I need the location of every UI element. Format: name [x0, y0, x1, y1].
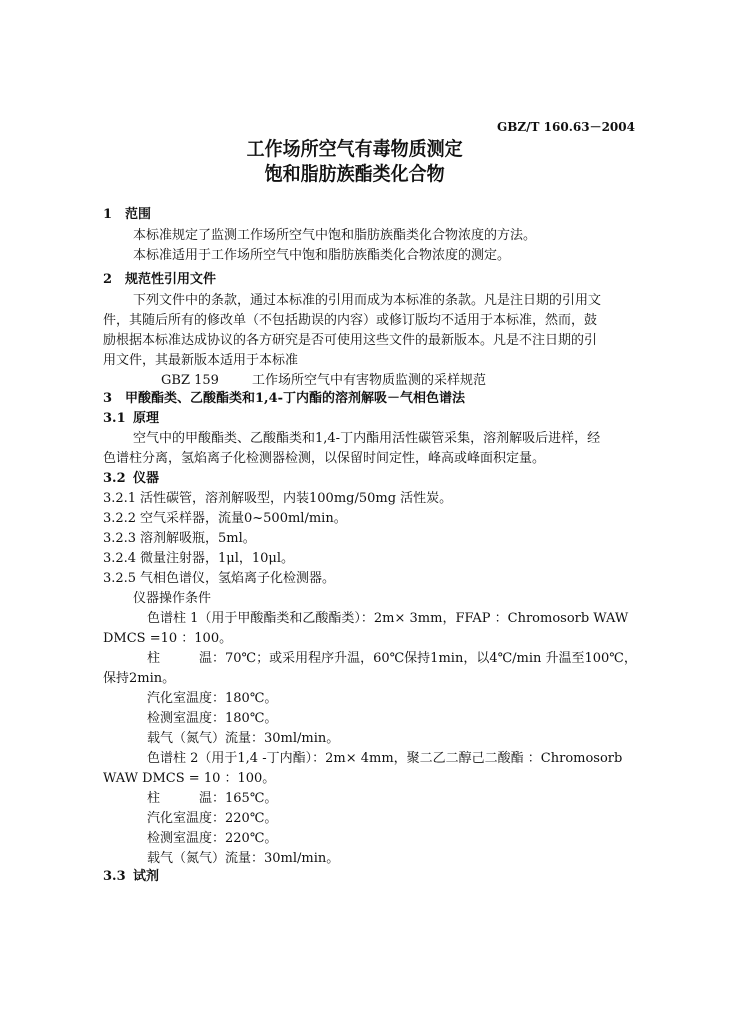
item-number: 3.2.5 — [103, 571, 137, 586]
vaporizer-temperature-1: 汽化室温度：180℃。 — [147, 691, 278, 706]
section-number: 3 — [103, 391, 113, 406]
section-number: 3.1 — [103, 411, 126, 426]
section-title: 仪器 — [133, 471, 160, 486]
reference-code: GBZ 159 — [161, 373, 219, 388]
detector-temperature-2: 检测室温度：220℃。 — [147, 831, 278, 846]
section-2-line-4: 用文件，其最新版本适用于本标准 — [103, 353, 299, 368]
section-title: 甲酸酯类、乙酸酯类和1,4-丁内酯的溶剂解吸－气相色谱法 — [125, 391, 466, 406]
column-2-spec-cont: WAW DMCS = 10 ：100。 — [103, 771, 276, 786]
column-1-temperature — [147, 650, 637, 668]
apparatus-item — [103, 510, 347, 528]
section-title: 规范性引用文件 — [125, 272, 217, 287]
section-number: 3.3 — [103, 869, 126, 884]
item-text: 溶剂解吸瓶，5ml。 — [140, 531, 256, 546]
item-text: 微量注射器，1μl，10μl。 — [140, 551, 295, 566]
section-title: 范围 — [125, 207, 152, 222]
section-3-heading — [103, 390, 465, 408]
standard-number: GBZ/T 160.63－2004 — [497, 120, 635, 134]
temperature-label: 柱 温： — [147, 651, 226, 666]
reference-entry — [161, 372, 486, 390]
subsection-3-2-heading — [103, 470, 159, 488]
item-text: 活性碳管，溶剂解吸型，内装100mg/50mg 活性炭。 — [140, 491, 453, 506]
item-text: 空气采样器，流量0~500ml/min。 — [140, 511, 347, 526]
section-1-paragraph-2: 本标准适用于工作场所空气中饱和脂肪族酯类化合物浓度的测定。 — [133, 248, 511, 263]
apparatus-item — [103, 490, 452, 508]
reference-title: 工作场所空气中有害物质监测的采样规范 — [252, 373, 487, 388]
principle-line-1: 空气中的甲酸酯类、乙酸酯类和1,4-丁内酯用活性碳管采集，溶剂解吸后进样，经 — [133, 431, 601, 446]
operating-conditions-label: 仪器操作条件 — [133, 591, 212, 606]
section-title: 试剂 — [133, 869, 160, 884]
subsection-3-1-heading — [103, 410, 159, 428]
column-2-temperature: 柱 温：165℃。 — [147, 791, 278, 806]
section-number: 1 — [103, 207, 113, 222]
document-title-line1: 工作场所空气有毒物质测定 — [246, 138, 463, 160]
column-1-spec: 色谱柱 1（用于甲酸酯类和乙酸酯类）：2m× 3mm，FFAP ：Chromosorb WAW — [147, 611, 629, 626]
temperature-value: 70℃；或采用程序升温，60℃保持1min，以4℃/min 升温至100℃， — [225, 651, 637, 666]
item-number: 3.2.1 — [103, 491, 137, 506]
section-2-heading — [103, 271, 216, 289]
vaporizer-temperature-2: 汽化室温度：220℃。 — [147, 811, 278, 826]
subsection-3-3-heading — [103, 868, 159, 886]
section-1-paragraph-1: 本标准规定了监测工作场所空气中饱和脂肪族酯类化合物浓度的方法。 — [133, 228, 537, 243]
column-1-temperature-cont: 保持2min。 — [103, 671, 176, 686]
carrier-gas-flow-2: 载气（氮气）流量：30ml/min。 — [147, 851, 340, 866]
item-number: 3.2.4 — [103, 551, 137, 566]
apparatus-item — [103, 550, 294, 568]
section-number: 2 — [103, 272, 113, 287]
section-2-line-2: 件，其随后所有的修改单（不包括勘误的内容）或修订版均不适用于本标准，然而，鼓 — [103, 313, 598, 328]
item-text: 气相色谱仪，氢焰离子化检测器。 — [140, 571, 336, 586]
section-number: 3.2 — [103, 471, 126, 486]
section-title: 原理 — [133, 411, 160, 426]
carrier-gas-flow-1: 载气（氮气）流量：30ml/min。 — [147, 731, 340, 746]
detector-temperature-1: 检测室温度：180℃。 — [147, 711, 278, 726]
item-number: 3.2.3 — [103, 531, 137, 546]
column-1-spec-cont: DMCS =10 ：100。 — [103, 631, 233, 646]
apparatus-item — [103, 530, 256, 548]
document-title-line2: 饱和脂肪族酯类化合物 — [264, 163, 445, 185]
section-1-heading — [103, 206, 151, 224]
section-2-line-3: 励根据本标准达成协议的各方研究是否可使用这些文件的最新版本。凡是不注日期的引 — [103, 333, 598, 348]
principle-line-2: 色谱柱分离，氢焰离子化检测器检测，以保留时间定性，峰高或峰面积定量。 — [103, 451, 546, 466]
column-2-spec: 色谱柱 2（用于1,4 -丁内酯）：2m× 4mm，聚二乙二醇己二酸酯 ：Chromosorb — [147, 751, 623, 766]
item-number: 3.2.2 — [103, 511, 137, 526]
apparatus-item — [103, 570, 335, 588]
section-2-line-1: 下列文件中的条款，通过本标准的引用而成为本标准的条款。凡是注日期的引用文 — [133, 293, 602, 308]
